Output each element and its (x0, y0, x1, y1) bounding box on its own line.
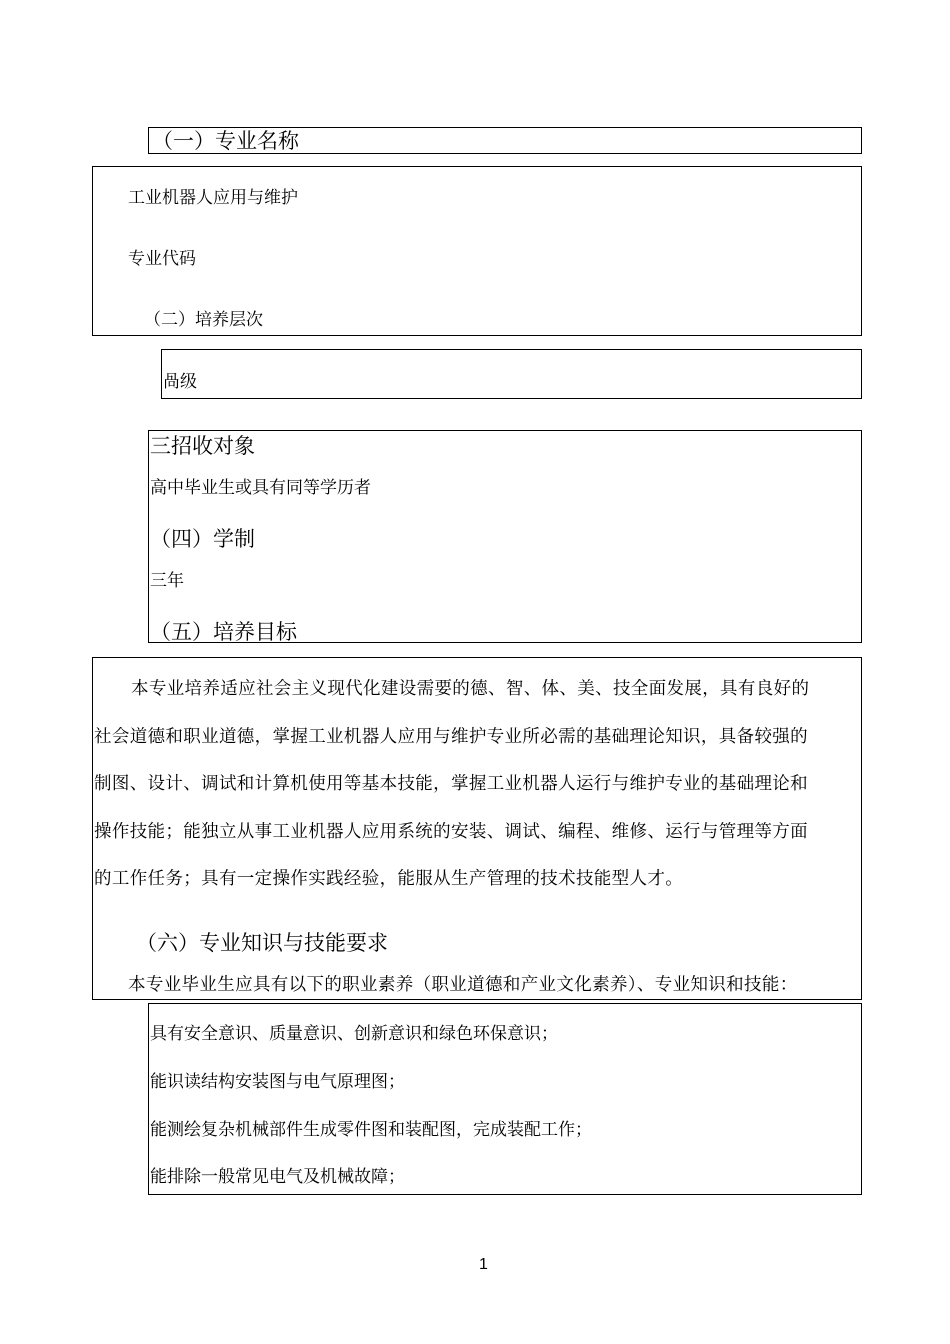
objective-line: 操作技能；能独立从事工业机器人应用系统的安装、调试、编程、维修、运行与管理等方面 (94, 822, 808, 842)
requirement-item: 能排除一般常见电气及机械故障； (150, 1167, 405, 1187)
training-level: 咼级 (163, 372, 197, 392)
major-code-label: 专业代码 (128, 249, 196, 269)
section3-heading: 三招收对象 (150, 434, 255, 458)
section4-heading: （四）学制 (150, 527, 255, 551)
section2-heading: （二）培养层次 (144, 310, 263, 330)
margin-mark (92, 274, 93, 288)
margin-mark (92, 215, 93, 229)
study-duration: 三年 (150, 571, 184, 591)
major-name: 工业机器人应用与维护 (128, 188, 298, 208)
section1-heading: （一）专业名称 (152, 129, 299, 153)
objective-line: 制图、设计、调试和计算机使用等基本技能，掌握工业机器人运行与维护专业的基础理论和 (94, 774, 808, 794)
page-number: 1 (479, 1256, 488, 1273)
section3-5-box (148, 430, 862, 643)
objective-line: 社会道德和职业道德，掌握工业机器人应用与维护专业所必需的基础理论知识，具备较强的 (94, 727, 808, 747)
section5-heading: （五）培养目标 (150, 620, 297, 644)
section6-heading: （六）专业知识与技能要求 (136, 931, 388, 955)
margin-mark (92, 898, 93, 928)
section6-intro: 本专业毕业生应具有以下的职业素养（职业道德和产业文化素养）、专业知识和技能： (128, 975, 798, 995)
requirement-item: 能识读结构安装图与电气原理图； (150, 1072, 405, 1092)
objective-line: 本专业培养适应社会主义现代化建设需要的德、智、体、美、技全面发展，具有良好的 (131, 679, 810, 699)
requirement-item: 能测绘复杂机械部件生成零件图和装配图，完成装配工作； (150, 1120, 592, 1140)
section2-value-box (161, 349, 862, 399)
requirement-item: 具有安全意识、质量意识、创新意识和绿色环保意识； (150, 1024, 558, 1044)
objective-line: 的工作任务；具有一定操作实践经验，能服从生产管理的技术技能型人才。 (94, 869, 684, 889)
enrollment-target: 高中毕业生或具有同等学历者 (150, 478, 371, 498)
